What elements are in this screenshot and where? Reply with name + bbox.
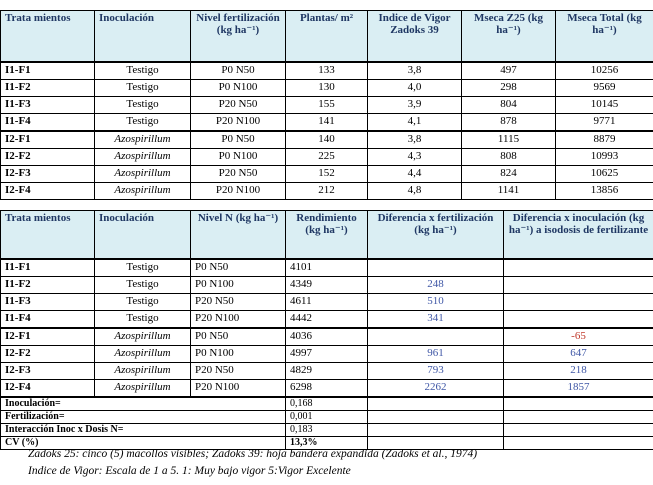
footnote-zadoks: Zadoks 25: cinco (5) macollos visibles; Zadoks 39: hoja bandera expandida (Zadoks et al., 1974) <box>28 448 478 460</box>
treatment-cell: I1-F2 <box>1 79 95 96</box>
yield-cell: 4101 <box>286 259 368 277</box>
treatment-cell: I1-F2 <box>1 276 95 293</box>
mseca-total-cell: 10145 <box>556 96 653 113</box>
yield-cell: 6298 <box>286 379 368 397</box>
t1-header-cell: Trata mientos <box>1 11 95 62</box>
mseca-z25-cell: 1141 <box>462 182 556 199</box>
mseca-z25-cell: 1115 <box>462 131 556 149</box>
table-row <box>1 379 653 397</box>
fertilization-cell: P0 N100 <box>191 148 286 165</box>
inoculation-cell: Testigo <box>95 276 191 293</box>
vigor-cell: 4,0 <box>368 79 462 96</box>
diff-inoculation-cell <box>504 259 653 277</box>
table-row <box>1 276 653 293</box>
stat-label-cell: Inoculación= <box>1 397 286 411</box>
treatment-cell: I1-F3 <box>1 96 95 113</box>
plants-cell: 212 <box>286 182 368 199</box>
inoculation-cell: Testigo <box>95 113 191 131</box>
stat-value-cell: 0,001 <box>286 410 368 423</box>
inoculation-cell: Azospirillum <box>95 345 191 362</box>
plants-cell: 152 <box>286 165 368 182</box>
t2-header-cell: Nivel N (kg ha⁻¹) <box>191 211 286 259</box>
diff-fertilization-cell: 961 <box>368 345 504 362</box>
nitrogen-level-cell: P0 N100 <box>191 276 286 293</box>
diff-fertilization-cell: 510 <box>368 293 504 310</box>
inoculation-cell: Testigo <box>95 293 191 310</box>
nitrogen-level-cell: P20 N100 <box>191 379 286 397</box>
mseca-total-cell: 10256 <box>556 62 653 80</box>
vigor-cell: 4,4 <box>368 165 462 182</box>
treatment-cell: I1-F4 <box>1 310 95 328</box>
plants-cell: 130 <box>286 79 368 96</box>
inoculation-cell: Azospirillum <box>95 165 191 182</box>
empty-cell <box>504 410 653 423</box>
empty-cell <box>504 436 653 449</box>
mseca-total-cell: 10993 <box>556 148 653 165</box>
table-row <box>1 293 653 310</box>
table-row <box>1 182 653 199</box>
nitrogen-level-cell: P0 N100 <box>191 345 286 362</box>
vigor-cell: 3,8 <box>368 62 462 80</box>
empty-cell <box>368 423 504 436</box>
inoculation-cell: Azospirillum <box>95 182 191 199</box>
inoculation-cell: Azospirillum <box>95 131 191 149</box>
stat-value-cell: 0,183 <box>286 423 368 436</box>
fertilization-cell: P20 N50 <box>191 165 286 182</box>
vigor-cell: 3,8 <box>368 131 462 149</box>
treatment-cell: I2-F2 <box>1 148 95 165</box>
inoculation-cell: Testigo <box>95 310 191 328</box>
empty-cell <box>368 397 504 411</box>
mseca-total-cell: 10625 <box>556 165 653 182</box>
table-row <box>1 62 653 80</box>
inoculation-cell: Azospirillum <box>95 328 191 346</box>
t1-header-cell: Inoculación <box>95 11 191 62</box>
inoculation-cell: Testigo <box>95 259 191 277</box>
stat-label-cell: Fertilización= <box>1 410 286 423</box>
table-productivity <box>0 10 653 200</box>
table-row <box>1 148 653 165</box>
nitrogen-level-cell: P20 N100 <box>191 310 286 328</box>
t2-header-cell: Rendimiento (kg ha⁻¹) <box>286 211 368 259</box>
treatment-cell: I2-F3 <box>1 165 95 182</box>
diff-fertilization-cell: 341 <box>368 310 504 328</box>
diff-fertilization-cell <box>368 328 504 346</box>
diff-fertilization-cell: 793 <box>368 362 504 379</box>
t2-header-cell: Inoculación <box>95 211 191 259</box>
plants-cell: 155 <box>286 96 368 113</box>
empty-cell <box>504 397 653 411</box>
nitrogen-level-cell: P0 N50 <box>191 259 286 277</box>
t2-header-cell: Diferencia x fertilización (kg ha⁻¹) <box>368 211 504 259</box>
treatment-cell: I2-F1 <box>1 328 95 346</box>
table1-header <box>1 11 653 62</box>
yield-cell: 4829 <box>286 362 368 379</box>
treatment-cell: I1-F1 <box>1 62 95 80</box>
mseca-z25-cell: 878 <box>462 113 556 131</box>
empty-cell <box>504 423 653 436</box>
mseca-total-cell: 8879 <box>556 131 653 149</box>
t1-header-cell: Mseca Total (kg ha⁻¹) <box>556 11 653 62</box>
diff-inoculation-cell: 218 <box>504 362 653 379</box>
empty-cell <box>368 410 504 423</box>
table-row <box>1 362 653 379</box>
yield-cell: 4442 <box>286 310 368 328</box>
fertilization-cell: P20 N100 <box>191 182 286 199</box>
t2-header-cell: Diferencia x inoculación (kg ha⁻¹) a isodosis de fertilizante <box>504 211 653 259</box>
yield-cell: 4036 <box>286 328 368 346</box>
table-row <box>1 345 653 362</box>
vigor-cell: 4,3 <box>368 148 462 165</box>
treatment-cell: I2-F4 <box>1 182 95 199</box>
yield-cell: 4349 <box>286 276 368 293</box>
diff-fertilization-cell: 2262 <box>368 379 504 397</box>
diff-inoculation-cell <box>504 293 653 310</box>
stats-row <box>1 397 653 411</box>
stat-label-cell: CV (%) <box>1 436 286 449</box>
table-row <box>1 259 653 277</box>
table-row <box>1 113 653 131</box>
inoculation-cell: Testigo <box>95 79 191 96</box>
inoculation-cell: Testigo <box>95 62 191 80</box>
diff-inoculation-cell: -65 <box>504 328 653 346</box>
table-row <box>1 310 653 328</box>
treatment-cell: I2-F4 <box>1 379 95 397</box>
table-row <box>1 165 653 182</box>
nitrogen-level-cell: P20 N50 <box>191 362 286 379</box>
yield-cell: 4611 <box>286 293 368 310</box>
treatment-cell: I2-F3 <box>1 362 95 379</box>
inoculation-cell: Azospirillum <box>95 362 191 379</box>
treatment-cell: I1-F4 <box>1 113 95 131</box>
mseca-z25-cell: 808 <box>462 148 556 165</box>
t1-header-cell: Mseca Z25 (kg ha⁻¹) <box>462 11 556 62</box>
fertilization-cell: P20 N50 <box>191 96 286 113</box>
fertilization-cell: P0 N50 <box>191 131 286 149</box>
mseca-total-cell: 13856 <box>556 182 653 199</box>
treatment-cell: I1-F3 <box>1 293 95 310</box>
plants-cell: 140 <box>286 131 368 149</box>
table-row <box>1 131 653 149</box>
vigor-cell: 3,9 <box>368 96 462 113</box>
inoculation-cell: Azospirillum <box>95 148 191 165</box>
t2-header-cell: Trata mientos <box>1 211 95 259</box>
stats-row <box>1 410 653 423</box>
stat-value-cell: 13,3% <box>286 436 368 449</box>
table-row <box>1 79 653 96</box>
fertilization-cell: P0 N100 <box>191 79 286 96</box>
mseca-total-cell: 9771 <box>556 113 653 131</box>
footnote-vigor: Indice de Vigor: Escala de 1 a 5. 1: Muy bajo vigor 5:Vigor Excelente <box>28 465 351 477</box>
plants-cell: 133 <box>286 62 368 80</box>
stats-row <box>1 423 653 436</box>
mseca-z25-cell: 497 <box>462 62 556 80</box>
mseca-z25-cell: 298 <box>462 79 556 96</box>
yield-cell: 4997 <box>286 345 368 362</box>
diff-inoculation-cell: 1857 <box>504 379 653 397</box>
diff-fertilization-cell: 248 <box>368 276 504 293</box>
inoculation-cell: Testigo <box>95 96 191 113</box>
diff-inoculation-cell: 647 <box>504 345 653 362</box>
mseca-z25-cell: 804 <box>462 96 556 113</box>
treatment-cell: I2-F1 <box>1 131 95 149</box>
table-yield <box>0 210 653 450</box>
plants-cell: 225 <box>286 148 368 165</box>
t1-header-cell: Plantas/ m² <box>286 11 368 62</box>
stat-label-cell: Interacción Inoc x Dosis N= <box>1 423 286 436</box>
mseca-total-cell: 9569 <box>556 79 653 96</box>
treatment-cell: I1-F1 <box>1 259 95 277</box>
treatment-cell: I2-F2 <box>1 345 95 362</box>
table2-header <box>1 211 653 259</box>
vigor-cell: 4,8 <box>368 182 462 199</box>
t1-header-cell: Indice de Vigor Zadoks 39 <box>368 11 462 62</box>
diff-inoculation-cell <box>504 276 653 293</box>
nitrogen-level-cell: P0 N50 <box>191 328 286 346</box>
fertilization-cell: P20 N100 <box>191 113 286 131</box>
diff-inoculation-cell <box>504 310 653 328</box>
table-row <box>1 328 653 346</box>
table-row <box>1 96 653 113</box>
mseca-z25-cell: 824 <box>462 165 556 182</box>
stat-value-cell: 0,168 <box>286 397 368 411</box>
diff-fertilization-cell <box>368 259 504 277</box>
plants-cell: 141 <box>286 113 368 131</box>
fertilization-cell: P0 N50 <box>191 62 286 80</box>
nitrogen-level-cell: P20 N50 <box>191 293 286 310</box>
vigor-cell: 4,1 <box>368 113 462 131</box>
inoculation-cell: Azospirillum <box>95 379 191 397</box>
t1-header-cell: Nivel fertilización (kg ha⁻¹) <box>191 11 286 62</box>
